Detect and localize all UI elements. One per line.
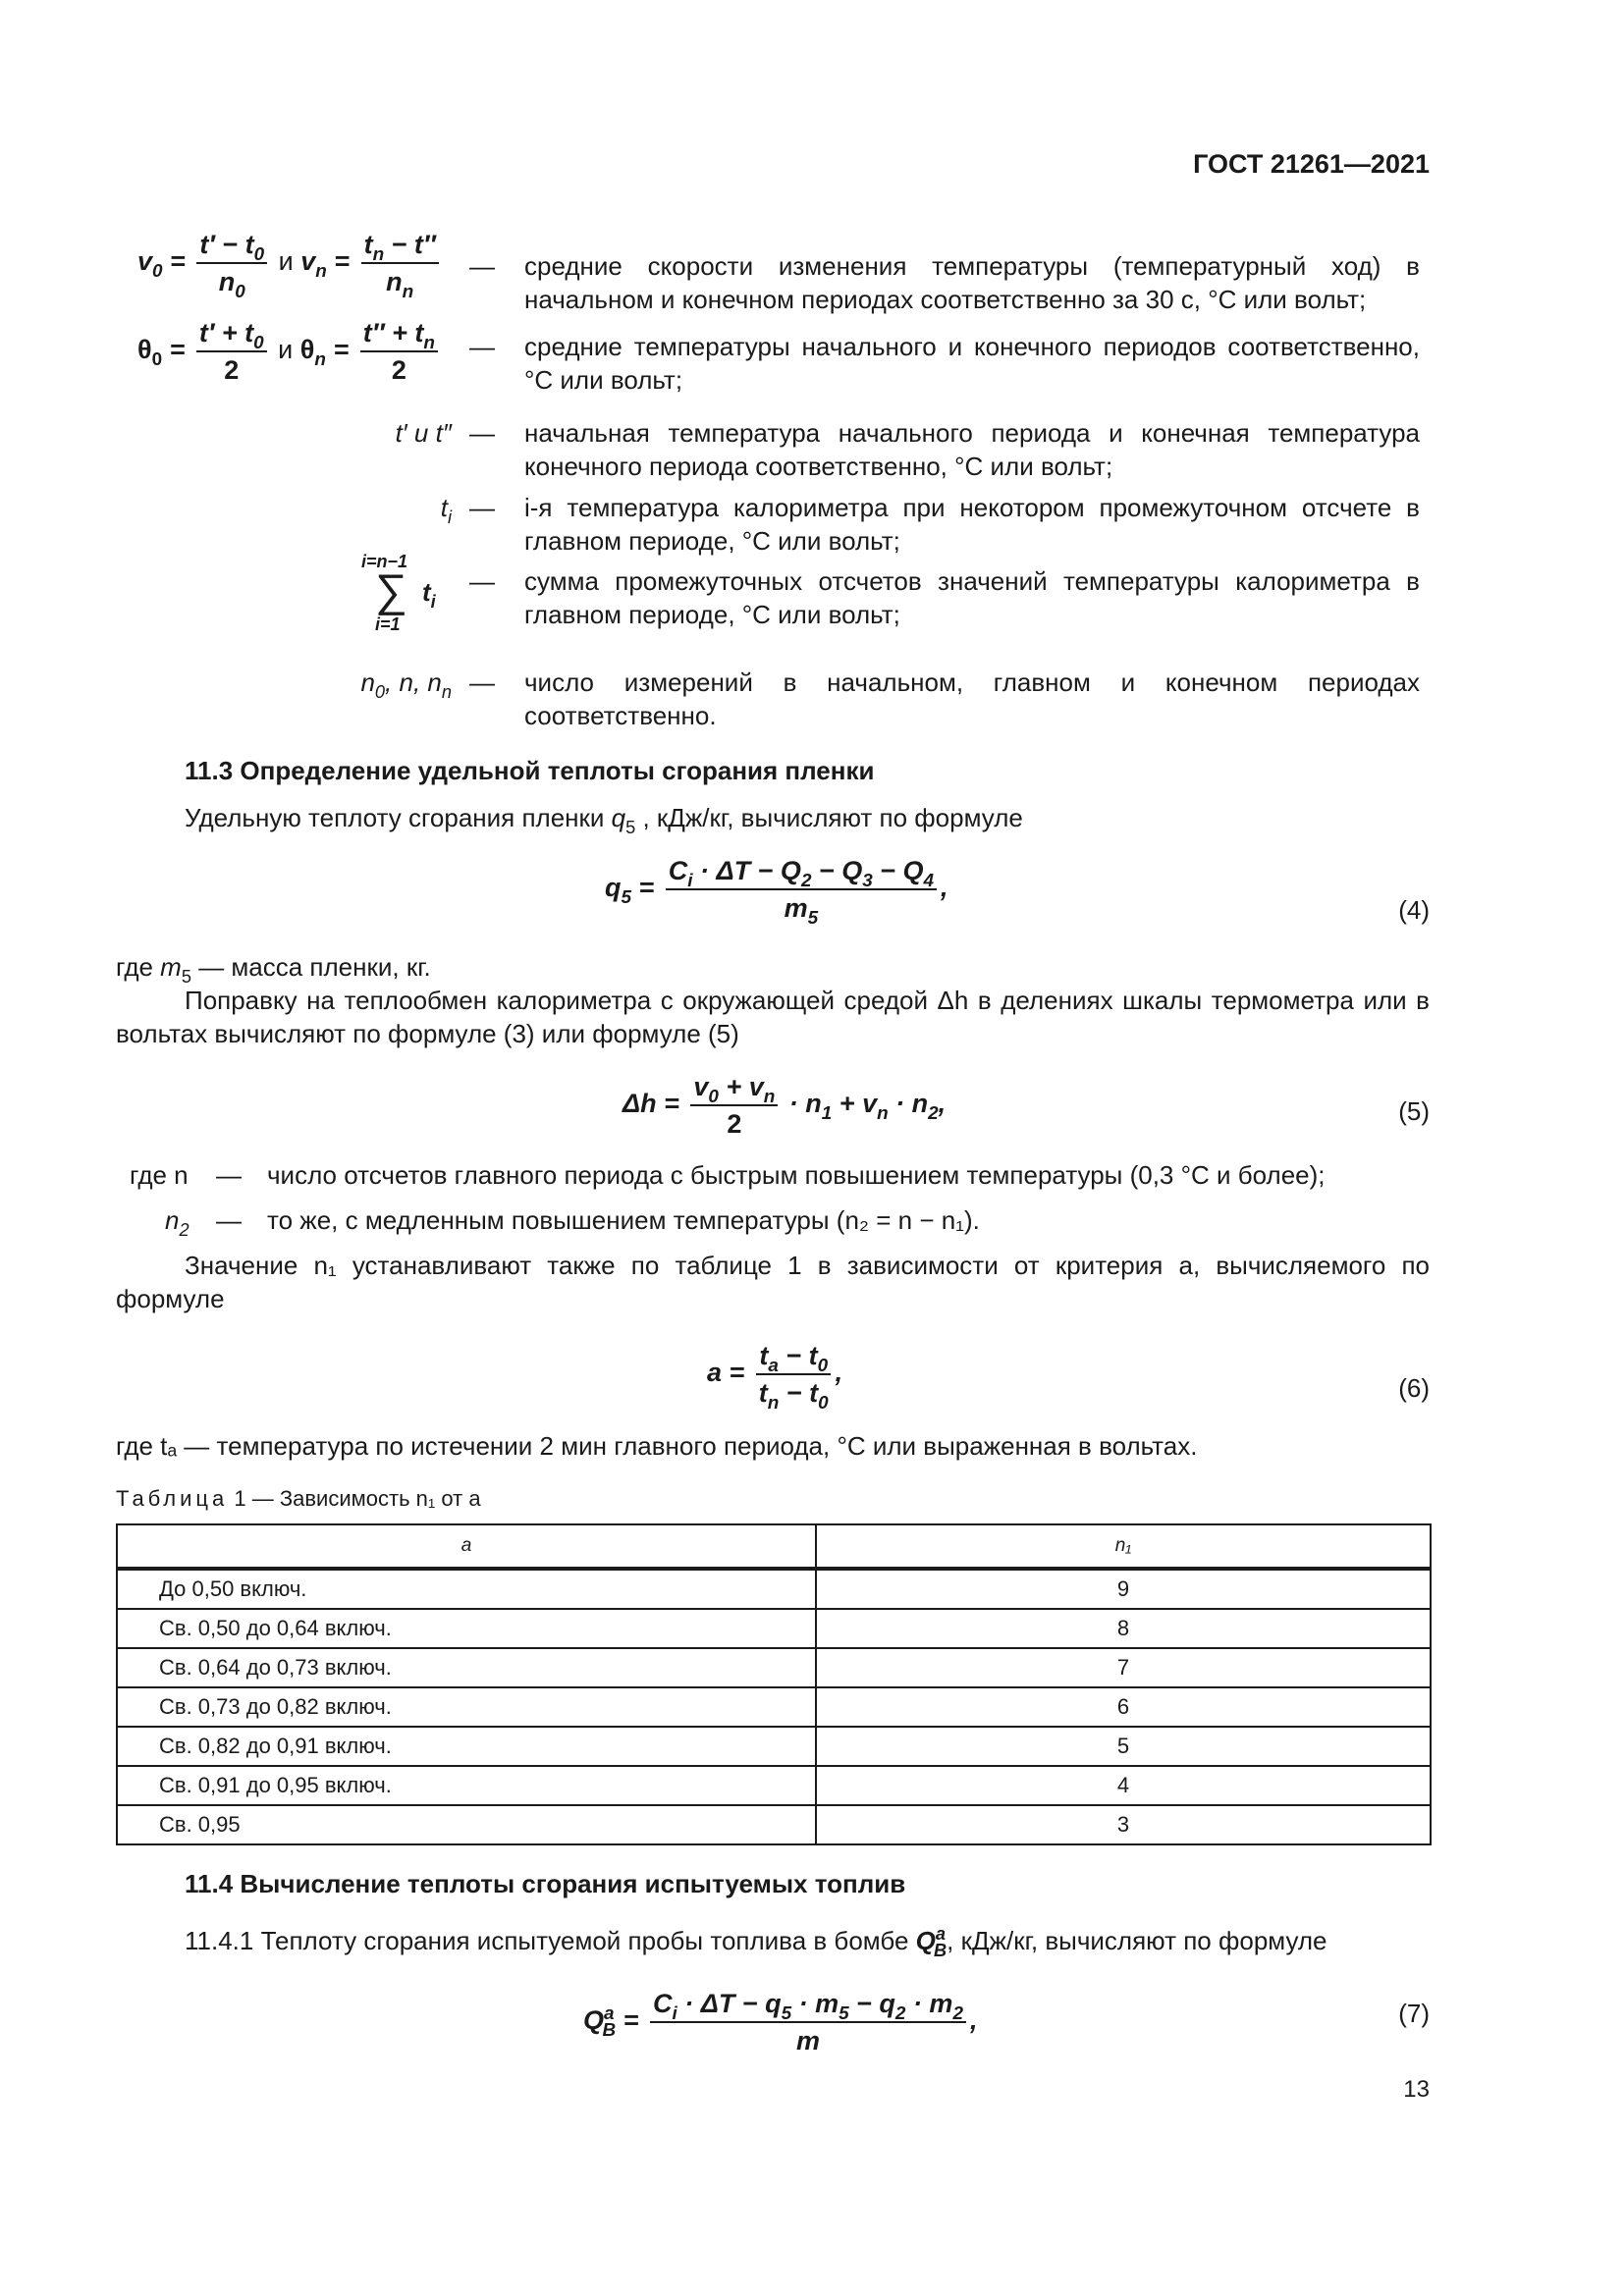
equation-number: (6)	[1398, 1373, 1430, 1403]
formula-5: Δh = $\frac{v_0 + v_n}{2}$ · $n_1 + v_n \cdot n_2$,	[623, 1072, 947, 1139]
dash: —	[469, 566, 495, 596]
paragraph: Поправку на теплообмен калориметра с окружающей средой Δh в делениях шкалы термометра или в вольтах вычисляют по формуле (3) или формуле (5)	[116, 986, 1430, 1048]
symbol-n2: $n_2$	[165, 1205, 189, 1240]
table-cell-a: Св. 0,91 до 0,95 включ.	[117, 1766, 816, 1805]
definition-text: то же, с медленным повышением температуры (n₂ = n − n₁).	[267, 1205, 980, 1235]
table-cell-a: До 0,50 включ.	[117, 1569, 816, 1609]
paragraph: где $m_5$ — масса пленки, кг.	[116, 952, 431, 987]
table-cell-n1: 9	[816, 1569, 1431, 1609]
table-row	[117, 1648, 1431, 1687]
equation-number: (4)	[1398, 895, 1430, 925]
table-cell-a: Св. 0,82 до 0,91 включ.	[117, 1727, 816, 1766]
table-cell-a: Св. 0,50 до 0,64 включ.	[117, 1609, 816, 1648]
formula-6: a = $\frac{t_a - t_0}{t_n - t_0}$ ,	[707, 1341, 843, 1414]
and-word: и	[278, 335, 294, 365]
table-cell-n1: 4	[816, 1766, 1431, 1805]
dash: —	[216, 1160, 242, 1190]
page-number: 13	[1403, 2076, 1430, 2103]
table-cell-n1: 7	[816, 1648, 1431, 1687]
table-row	[117, 1609, 1431, 1648]
table-cell-n1: 3	[816, 1805, 1431, 1844]
sum-lower-limit: i=1	[375, 614, 401, 634]
sum-symbol	[361, 552, 450, 640]
section-heading: 11.3 Определение удельной теплоты сгорания пленки	[185, 756, 875, 785]
dash: —	[469, 251, 495, 281]
dash: —	[469, 493, 495, 522]
equation-number: (5)	[1398, 1096, 1430, 1126]
table-n1-vs-a	[116, 1523, 1432, 1845]
and-word: и	[278, 246, 294, 277]
table-row	[117, 1727, 1431, 1766]
table-cell-n1: 8	[816, 1609, 1431, 1648]
table-row	[117, 1569, 1431, 1609]
formula-4: $q_5$ = $\frac{C_i \cdot \Delta T - Q_2 - Q_3 - Q_4}{m_5}$ ,	[605, 856, 948, 929]
dash: —	[469, 418, 495, 448]
table-caption-label: Таблица	[116, 1486, 229, 1511]
symbol-n-counts: $n_0$, n, $n_n$	[360, 667, 452, 702]
formula-v0-vn: $v_0$ = $\frac{t' - t_0}{n_0}$ и $v_n$ = $\frac{t_n - t''}{n_n}$	[137, 228, 443, 298]
document-number: ГОСТ 21261—2021	[1193, 149, 1430, 179]
table-cell-n1: 5	[816, 1727, 1431, 1766]
paragraph: Удельную теплоту сгорания пленки $q_5$ , кДж/кг, вычисляют по формуле	[185, 803, 1023, 837]
definition-text: число измерений в начальном, главном и конечном периодах соответственно.	[524, 667, 1420, 730]
definition-text: средние скорости изменения температуры (температурный ход) в начальном и конечном периодах соответственно за 30 с, °С или вольт;	[524, 251, 1420, 314]
definition-text: i-я температура калориметра при некотором промежуточном отсчете в главном периоде, °С или вольт;	[524, 493, 1420, 556]
paragraph: где tₐ — температура по истечении 2 мин главного периода, °С или выраженная в вольтах.	[116, 1431, 1198, 1461]
paragraph: 11.4.1 Теплоту сгорания испытуемой пробы топлива в бомбе $Q^a_B$, кДж/кг, вычисляют по формуле	[185, 1924, 1327, 1960]
symbol-t-prime: t′ и t″	[395, 418, 452, 448]
table-row	[117, 1805, 1431, 1844]
definition-text: число отсчетов главного периода с быстрым повышением температуры (0,3 °С и более);	[267, 1160, 1326, 1190]
formula-theta: $\theta_0$ = $\frac{t' + t_0}{2}$ и $\theta_n$ = $\frac{t'' + t_n}{2}$	[137, 316, 442, 387]
sum-upper-limit: i=n−1	[361, 552, 408, 571]
symbol-ti: $t_i$	[440, 493, 452, 527]
table-caption-text: 1 — Зависимость n₁ от a	[234, 1486, 481, 1511]
table-cell-a: Св. 0,95	[117, 1805, 816, 1844]
table-cell-a: Св. 0,73 до 0,82 включ.	[117, 1687, 816, 1727]
table-cell-a: Св. 0,64 до 0,73 включ.	[117, 1648, 816, 1687]
formula-7: $Q^a_B$ = $\frac{C_i \cdot \Delta T - q_5 \cdot m_5 - q_2 \cdot m_2}{m}$ ,	[583, 1989, 978, 2056]
where-label: где n	[130, 1160, 189, 1190]
definition-text: средние температуры начального и конечного периодов соответственно, °С или вольт;	[524, 332, 1420, 395]
paragraph: Значение n₁ устанавливают также по таблице 1 в зависимости от критерия a, вычисляемого по формуле	[116, 1251, 1430, 1313]
section-heading: 11.4 Вычисление теплоты сгорания испытуемых топлив	[185, 1869, 906, 1898]
sigma-glyph: ∑	[375, 564, 407, 615]
table-caption	[116, 1482, 481, 1516]
sum-index: $t_i$	[422, 577, 436, 612]
table-row	[117, 1766, 1431, 1805]
table-cell-n1: 6	[816, 1687, 1431, 1727]
equation-number: (7)	[1398, 1999, 1430, 2028]
dash: —	[216, 1205, 242, 1235]
table-row	[117, 1687, 1431, 1727]
definition-text: сумма промежуточных отсчетов значений температуры калориметра в главном периоде, °С или вольт;	[524, 566, 1420, 629]
dash: —	[469, 667, 495, 697]
column-header-a: a	[117, 1524, 816, 1569]
column-header-n1: n₁	[816, 1524, 1431, 1569]
dash: —	[469, 332, 495, 361]
definition-text: начальная температура начального периода и конечная температура конечного периода соответственно, °С или вольт;	[524, 418, 1420, 481]
